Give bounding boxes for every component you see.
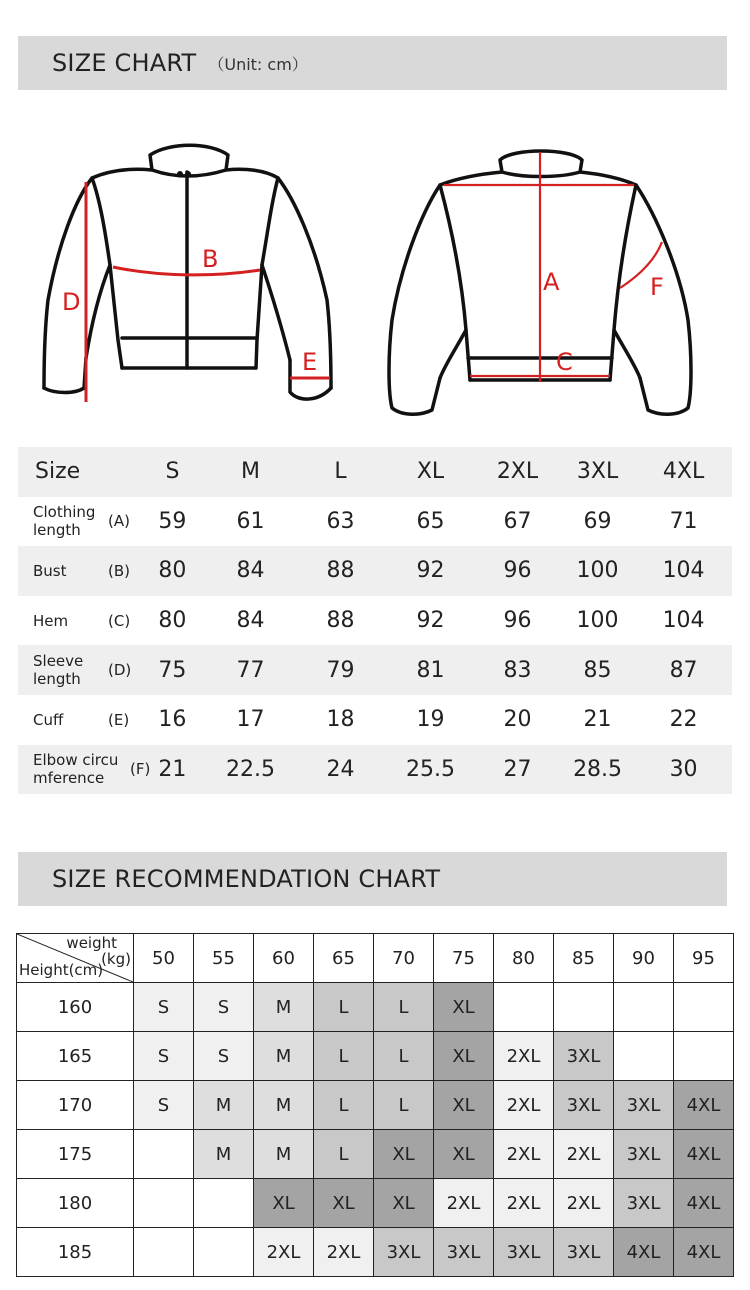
weight-header-cell: 85 bbox=[554, 934, 614, 983]
jacket-measurement-diagram bbox=[0, 130, 750, 430]
size-value: 21 bbox=[158, 756, 187, 782]
measure-label bbox=[18, 497, 139, 547]
collar-snap-left bbox=[177, 171, 183, 177]
recommended-size-cell: XL bbox=[434, 1032, 494, 1081]
size-value: 28.5 bbox=[573, 756, 623, 782]
height-row bbox=[17, 1179, 734, 1228]
measure-code: (D) bbox=[108, 661, 132, 680]
size-col-s: S bbox=[165, 459, 180, 485]
recommended-size-cell: 2XL bbox=[314, 1228, 374, 1277]
size-value: 96 bbox=[503, 608, 532, 634]
recommended-size-cell bbox=[194, 1228, 254, 1277]
label-b: B bbox=[202, 245, 219, 273]
recommended-size-cell: S bbox=[194, 983, 254, 1032]
recommended-size-cell: 2XL bbox=[494, 1130, 554, 1179]
recommended-size-cell: 4XL bbox=[674, 1130, 734, 1179]
recommended-size-cell bbox=[614, 983, 674, 1032]
weight-header-cell: 50 bbox=[134, 934, 194, 983]
measure-code: (F) bbox=[130, 760, 151, 779]
recommended-size-cell: 2XL bbox=[494, 1032, 554, 1081]
measure-name: Bust bbox=[33, 561, 67, 580]
size-value: 22.5 bbox=[226, 756, 276, 782]
recommended-size-cell: L bbox=[374, 983, 434, 1032]
height-row bbox=[17, 1228, 734, 1277]
measure-name: Elbow circu mference bbox=[33, 751, 119, 788]
size-value: 19 bbox=[416, 707, 445, 733]
size-value: 77 bbox=[236, 657, 265, 683]
size-value: 18 bbox=[326, 707, 355, 733]
height-axis-label: Height(cm) bbox=[19, 961, 104, 979]
label-a: A bbox=[543, 268, 560, 296]
weight-header-cell: 95 bbox=[674, 934, 734, 983]
measure-code: (B) bbox=[108, 561, 130, 580]
recommended-size-cell: 3XL bbox=[554, 1228, 614, 1277]
weight-header-cell: 70 bbox=[374, 934, 434, 983]
size-col-m: M bbox=[241, 459, 261, 485]
size-value: 83 bbox=[503, 657, 532, 683]
recommendation-banner bbox=[18, 852, 727, 906]
recommended-size-cell bbox=[614, 1032, 674, 1081]
measure-label bbox=[18, 695, 139, 745]
size-recommendation-grid bbox=[16, 933, 734, 1277]
recommended-size-cell: 4XL bbox=[674, 1179, 734, 1228]
weight-header-cell: 65 bbox=[314, 934, 374, 983]
measure-name: Hem bbox=[33, 611, 69, 630]
recommended-size-cell: 4XL bbox=[674, 1081, 734, 1130]
size-chart-unit: （Unit: cm） bbox=[208, 54, 308, 74]
size-value: 59 bbox=[158, 508, 187, 534]
recommendation-table bbox=[16, 933, 734, 1277]
measure-code: (E) bbox=[108, 710, 130, 729]
size-row-sleeve-length bbox=[18, 645, 732, 695]
size-value: 80 bbox=[158, 608, 187, 634]
recommended-size-cell: 4XL bbox=[614, 1228, 674, 1277]
collar-snap-right bbox=[185, 171, 191, 177]
recommended-size-cell: S bbox=[134, 1081, 194, 1130]
recommended-size-cell: L bbox=[374, 1032, 434, 1081]
measure-label bbox=[18, 645, 139, 695]
recommendation-title: SIZE RECOMMENDATION CHART bbox=[52, 865, 441, 893]
measure-name: Sleeve length bbox=[33, 652, 84, 689]
size-row-clothing-length bbox=[18, 497, 732, 547]
size-value: 22 bbox=[669, 707, 698, 733]
recommended-size-cell: S bbox=[134, 983, 194, 1032]
size-col-2xl: 2XL bbox=[496, 459, 539, 485]
measure-label bbox=[18, 745, 151, 795]
weight-header-cell: 60 bbox=[254, 934, 314, 983]
size-value: 84 bbox=[236, 558, 265, 584]
recommended-size-cell: 3XL bbox=[434, 1228, 494, 1277]
recommended-size-cell: M bbox=[254, 1081, 314, 1130]
size-row-cuff bbox=[18, 695, 732, 745]
recommended-size-cell: XL bbox=[434, 1081, 494, 1130]
weight-header-cell: 75 bbox=[434, 934, 494, 983]
size-value: 24 bbox=[326, 756, 355, 782]
size-value: 85 bbox=[583, 657, 612, 683]
size-chart-banner bbox=[18, 36, 727, 90]
recommended-size-cell: 3XL bbox=[494, 1228, 554, 1277]
size-value: 65 bbox=[416, 508, 445, 534]
size-value: 88 bbox=[326, 608, 355, 634]
size-value: 96 bbox=[503, 558, 532, 584]
recommended-size-cell: S bbox=[134, 1032, 194, 1081]
size-row-elbow-circumference bbox=[18, 745, 732, 795]
size-value: 71 bbox=[669, 508, 698, 534]
recommended-size-cell: XL bbox=[314, 1179, 374, 1228]
size-header-label: Size bbox=[35, 458, 81, 484]
label-f: F bbox=[650, 273, 664, 301]
size-value: 75 bbox=[158, 657, 187, 683]
label-d: D bbox=[62, 288, 81, 316]
size-chart-table bbox=[18, 447, 732, 794]
recommended-size-cell bbox=[134, 1179, 194, 1228]
size-value: 87 bbox=[669, 657, 698, 683]
height-cell: 175 bbox=[17, 1130, 134, 1179]
recommended-size-cell bbox=[134, 1130, 194, 1179]
recommended-size-cell: 2XL bbox=[554, 1130, 614, 1179]
recommended-size-cell: 3XL bbox=[614, 1081, 674, 1130]
weight-axis-label: weight bbox=[66, 934, 117, 952]
size-value: 61 bbox=[236, 508, 265, 534]
recommended-size-cell: M bbox=[194, 1081, 254, 1130]
recommended-size-cell: M bbox=[194, 1130, 254, 1179]
recommended-size-cell: S bbox=[194, 1032, 254, 1081]
recommended-size-cell bbox=[194, 1179, 254, 1228]
size-value: 30 bbox=[669, 756, 698, 782]
size-header-row bbox=[18, 447, 732, 497]
recommended-size-cell: L bbox=[314, 1081, 374, 1130]
recommended-size-cell bbox=[554, 983, 614, 1032]
recommended-size-cell bbox=[134, 1228, 194, 1277]
size-col-l: L bbox=[334, 459, 347, 485]
recommended-size-cell: 3XL bbox=[554, 1081, 614, 1130]
size-value: 92 bbox=[416, 608, 445, 634]
recommended-size-cell: 2XL bbox=[254, 1228, 314, 1277]
size-value: 69 bbox=[583, 508, 612, 534]
recommended-size-cell: 2XL bbox=[494, 1179, 554, 1228]
size-value: 80 bbox=[158, 558, 187, 584]
measure-code: (A) bbox=[108, 512, 130, 531]
height-row bbox=[17, 983, 734, 1032]
recommended-size-cell: 2XL bbox=[554, 1179, 614, 1228]
recommended-size-cell: XL bbox=[374, 1179, 434, 1228]
size-value: 25.5 bbox=[405, 756, 455, 782]
size-value: 81 bbox=[416, 657, 445, 683]
size-col-xl: XL bbox=[416, 459, 445, 485]
size-value: 16 bbox=[158, 707, 187, 733]
size-value: 63 bbox=[326, 508, 355, 534]
measure-code: (C) bbox=[108, 611, 131, 630]
size-value: 84 bbox=[236, 608, 265, 634]
height-row bbox=[17, 1032, 734, 1081]
recommended-size-cell: XL bbox=[434, 1130, 494, 1179]
size-value: 92 bbox=[416, 558, 445, 584]
label-c: C bbox=[556, 348, 573, 376]
recommended-size-cell: 4XL bbox=[674, 1228, 734, 1277]
size-col-3xl: 3XL bbox=[576, 459, 619, 485]
weight-header-cell: 55 bbox=[194, 934, 254, 983]
size-value: 88 bbox=[326, 558, 355, 584]
back-measure-lines bbox=[444, 152, 662, 382]
recommended-size-cell bbox=[674, 1032, 734, 1081]
recommended-size-cell: L bbox=[374, 1081, 434, 1130]
recommended-size-cell: 3XL bbox=[614, 1179, 674, 1228]
recommended-size-cell: XL bbox=[374, 1130, 434, 1179]
size-row-bust bbox=[18, 546, 732, 596]
size-row-hem bbox=[18, 596, 732, 646]
recommended-size-cell: M bbox=[254, 983, 314, 1032]
weight-unit-label: (kg) bbox=[101, 950, 131, 968]
size-value: 100 bbox=[576, 558, 619, 584]
size-value: 104 bbox=[662, 558, 705, 584]
recommended-size-cell: 3XL bbox=[554, 1032, 614, 1081]
measure-label bbox=[18, 546, 139, 596]
height-row bbox=[17, 1081, 734, 1130]
recommended-size-cell: XL bbox=[254, 1179, 314, 1228]
size-value: 79 bbox=[326, 657, 355, 683]
height-row bbox=[17, 1130, 734, 1179]
recommended-size-cell: L bbox=[314, 1130, 374, 1179]
jacket-illustrations bbox=[0, 130, 750, 430]
size-value: 104 bbox=[662, 608, 705, 634]
measure-name: Clothing length bbox=[33, 503, 96, 540]
recommended-size-cell: 2XL bbox=[434, 1179, 494, 1228]
recommended-size-cell: XL bbox=[434, 983, 494, 1032]
height-cell: 170 bbox=[17, 1081, 134, 1130]
size-value: 100 bbox=[576, 608, 619, 634]
size-col-4xl: 4XL bbox=[662, 459, 705, 485]
recommended-size-cell: 3XL bbox=[614, 1130, 674, 1179]
size-value: 67 bbox=[503, 508, 532, 534]
recommended-size-cell: 3XL bbox=[374, 1228, 434, 1277]
recommended-size-cell: M bbox=[254, 1032, 314, 1081]
weight-header-cell: 90 bbox=[614, 934, 674, 983]
weight-header-cell: 80 bbox=[494, 934, 554, 983]
measure-label bbox=[18, 596, 139, 646]
size-value: 27 bbox=[503, 756, 532, 782]
size-value: 21 bbox=[583, 707, 612, 733]
height-cell: 165 bbox=[17, 1032, 134, 1081]
measure-name: Cuff bbox=[33, 710, 64, 729]
height-cell: 160 bbox=[17, 983, 134, 1032]
recommended-size-cell: L bbox=[314, 1032, 374, 1081]
height-cell: 185 bbox=[17, 1228, 134, 1277]
recommended-size-cell: L bbox=[314, 983, 374, 1032]
label-e: E bbox=[302, 348, 318, 376]
size-value: 20 bbox=[503, 707, 532, 733]
recommended-size-cell bbox=[674, 983, 734, 1032]
size-chart-title: SIZE CHART bbox=[52, 49, 197, 77]
recommended-size-cell bbox=[494, 983, 554, 1032]
grid-corner bbox=[17, 934, 134, 983]
size-value: 17 bbox=[236, 707, 265, 733]
height-cell: 180 bbox=[17, 1179, 134, 1228]
recommended-size-cell: 2XL bbox=[494, 1081, 554, 1130]
weight-header-row bbox=[17, 934, 734, 983]
recommended-size-cell: M bbox=[254, 1130, 314, 1179]
